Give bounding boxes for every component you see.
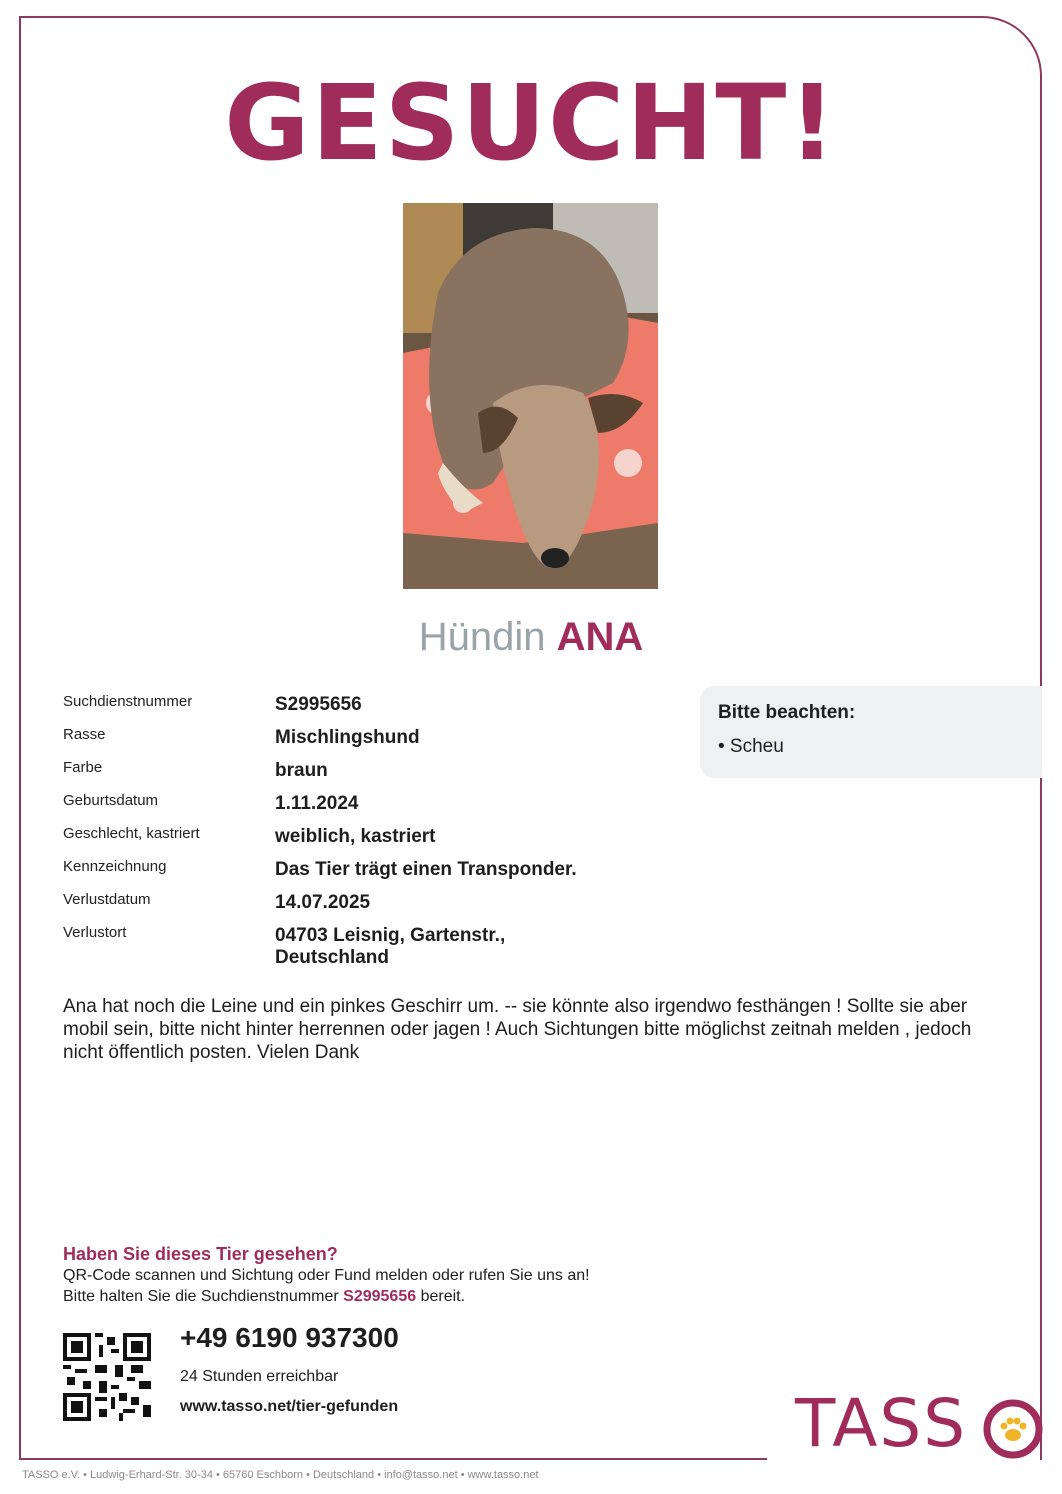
details-table [63,690,663,967]
cta-line-2-prefix: Bitte halten Sie die Suchdienstnummer [63,1288,344,1305]
paw-icon [982,1398,1044,1460]
call-to-action [63,1244,763,1307]
cta-search-number: S2995656 [343,1288,417,1305]
detail-label: Rasse [63,726,106,743]
poster-frame-bottom [19,1458,767,1460]
detail-row-id [63,690,663,723]
detail-label: Geburtsdatum [63,792,159,809]
description-text: Ana hat noch die Leine und ein pinkes Geschirr um. -- sie könnte also irgendwo festhängen ! Sollte sie aber mobil sein, bitte nicht hinter herrennen oder jagen ! Auch Sichtungen bitte möglichst zeitnah melden , jedoch nicht öffentlich posten. Vielen Dank [63,996,972,1063]
detail-row-sex [63,822,663,855]
detail-row-loss-date [63,888,663,921]
animal-gender: Hündin [418,615,546,659]
cta-line-1: QR-Code scannen und Sichtung oder Fund melden oder rufen Sie uns an! [63,1267,590,1284]
detail-label: Verlustort [63,924,127,941]
detail-row-breed [63,723,663,756]
detail-row-color [63,756,663,789]
detail-value: 14.07.2025 [275,892,371,913]
detail-label: Suchdienstnummer [63,693,193,710]
qr-code[interactable] [63,1333,151,1421]
detail-label: Geschlecht, kastriert [63,825,200,842]
detail-label: Kennzeichnung [63,858,167,875]
detail-row-birthdate [63,789,663,822]
notice-title: Bitte beachten: [718,702,856,723]
notice-box [700,686,1042,778]
detail-value: braun [275,760,328,781]
detail-value: 04703 Leisnig, Gartenstr., Deutschland [275,925,506,968]
footer-address: TASSO e.V. • Ludwig-Erhard-Str. 30-34 • 65760 Eschborn • Deutschland • info@tasso.net • www.tasso.net [22,1469,539,1481]
cta-line-2-suffix: bereit. [416,1288,466,1305]
website-link[interactable]: www.tasso.net/tier-gefunden [180,1398,399,1415]
detail-value: Mischlingshund [275,727,420,748]
detail-row-marking [63,855,663,888]
detail-value: weiblich, kastriert [275,826,436,847]
detail-value: Das Tier trägt einen Transponder. [275,859,577,880]
contact-info [180,1322,399,1416]
animal-name: ANA [556,615,644,659]
dog-photo [403,203,658,589]
tasso-logo-text: TASS [795,1385,968,1462]
detail-row-loss-place [63,921,663,967]
detail-label: Verlustdatum [63,891,151,908]
detail-value: 1.11.2024 [275,793,359,814]
availability-text: 24 Stunden erreichbar [180,1368,339,1385]
phone-number[interactable]: +49 6190 937300 [180,1322,399,1353]
detail-label: Farbe [63,759,103,776]
cta-title: Haben Sie dieses Tier gesehen? [63,1244,338,1264]
notice-item: • Scheu [718,736,784,757]
poster-title: GESUCHT! [224,62,838,184]
cta-line-2 [63,1286,763,1307]
detail-value: S2995656 [275,694,362,715]
animal-name-heading [0,615,1062,660]
